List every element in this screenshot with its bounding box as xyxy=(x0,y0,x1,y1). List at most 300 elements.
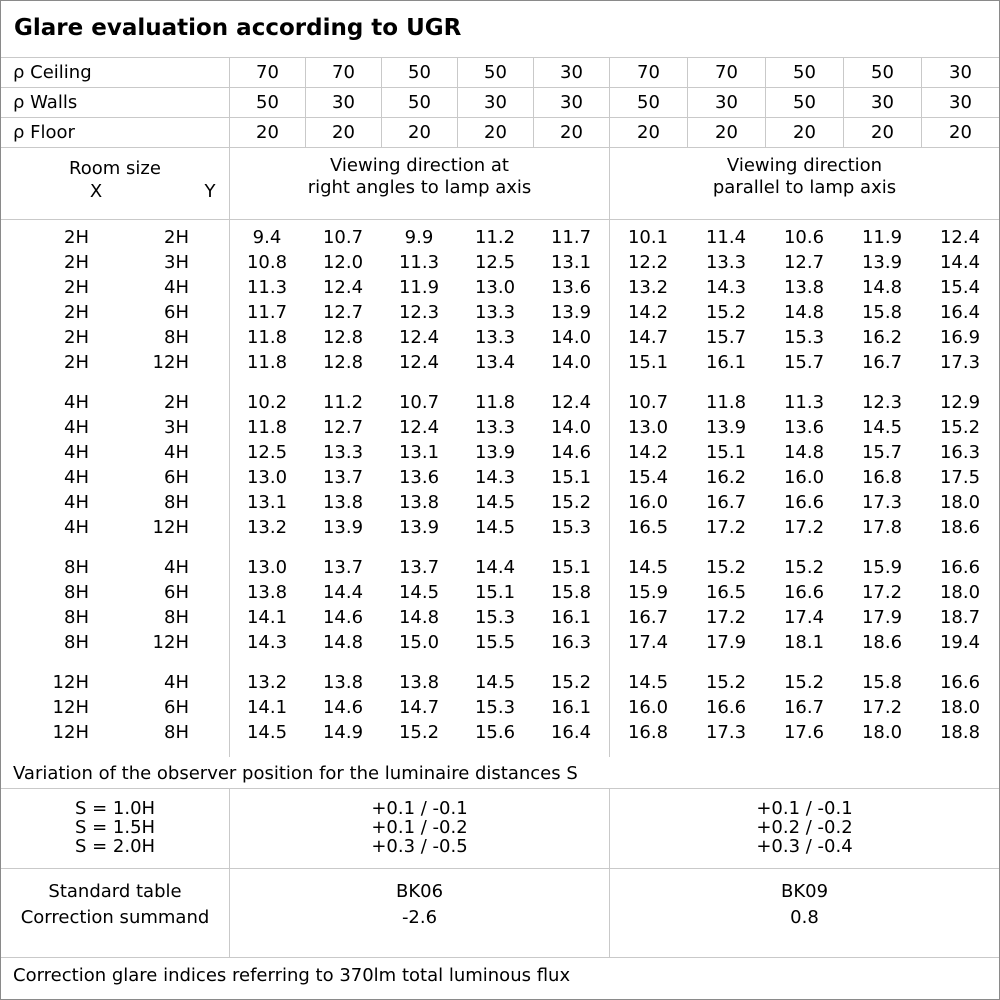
reflectance-row xyxy=(1,58,999,88)
ugr-value-right-angles: 13.9 xyxy=(398,517,440,538)
footer-note: Correction glare indices referring to 370lm total luminous flux xyxy=(13,965,571,986)
ugr-value-parallel: 15.9 xyxy=(861,557,903,578)
ugr-value-parallel: 15.4 xyxy=(627,467,669,488)
ugr-value-right-angles: 11.9 xyxy=(398,277,440,298)
ugr-value-right-angles: 11.8 xyxy=(474,392,516,413)
ugr-value-right-angles: 12.5 xyxy=(474,252,516,273)
xy-labels xyxy=(1,181,229,202)
ugr-value-right-angles: 11.7 xyxy=(246,302,288,323)
table-row xyxy=(1,515,999,540)
reflectance-value: 30 xyxy=(687,88,765,117)
ugr-value-parallel: 19.4 xyxy=(939,632,981,653)
ugr-value-parallel: 16.6 xyxy=(783,492,825,513)
ugr-value-parallel: 17.6 xyxy=(783,722,825,743)
ugr-value-parallel: 17.3 xyxy=(939,352,981,373)
ugr-value-right-angles: 14.4 xyxy=(474,557,516,578)
ugr-value-parallel: 17.2 xyxy=(783,517,825,538)
ugr-value-right-angles: 13.3 xyxy=(474,417,516,438)
ugr-value-parallel: 16.1 xyxy=(705,352,747,373)
ugr-value-parallel: 16.5 xyxy=(627,517,669,538)
reflectance-value: 20 xyxy=(687,118,765,147)
ugr-value-right-angles: 15.1 xyxy=(550,557,592,578)
s-label: S = 2.0H xyxy=(74,836,156,857)
ugr-value-parallel: 15.1 xyxy=(705,442,747,463)
ugr-value-right-angles: 14.6 xyxy=(550,442,592,463)
x-column-label: X xyxy=(89,181,103,202)
ugr-value-parallel: 18.1 xyxy=(783,632,825,653)
ugr-value-parallel: 14.7 xyxy=(627,327,669,348)
ugr-value-parallel: 18.0 xyxy=(939,697,981,718)
reflectance-value: 20 xyxy=(305,118,381,147)
ugr-value-right-angles: 11.7 xyxy=(550,227,592,248)
ugr-value-right-angles: 11.2 xyxy=(322,392,364,413)
room-y-cell: 8H xyxy=(164,722,189,743)
ugr-value-right-angles: 13.9 xyxy=(550,302,592,323)
ugr-value-right-angles: 13.4 xyxy=(474,352,516,373)
parallel-header-line2: parallel to lamp axis xyxy=(712,177,897,198)
reflectance-rows xyxy=(1,58,999,148)
table-row xyxy=(1,695,999,720)
room-x-cell: 2H xyxy=(64,352,89,373)
reflectance-value: 50 xyxy=(381,58,457,87)
ugr-value-parallel: 15.2 xyxy=(939,417,981,438)
reflectance-label: ρ Floor xyxy=(13,122,75,143)
ugr-value-parallel: 18.0 xyxy=(939,492,981,513)
ugr-value-right-angles: 16.4 xyxy=(550,722,592,743)
room-size-group xyxy=(1,670,999,745)
room-x-cell: 12H xyxy=(52,722,89,743)
reflectance-value: 30 xyxy=(533,88,609,117)
room-x-cell: 2H xyxy=(64,252,89,273)
ugr-value-parallel: 11.4 xyxy=(705,227,747,248)
standard-table-section xyxy=(1,869,999,958)
ugr-value-right-angles: 16.1 xyxy=(550,697,592,718)
room-x-cell: 4H xyxy=(64,417,89,438)
reflectance-value: 30 xyxy=(921,58,999,87)
reflectance-label: ρ Walls xyxy=(13,92,78,113)
ugr-value-parallel: 13.0 xyxy=(627,417,669,438)
reflectance-value: 50 xyxy=(609,88,687,117)
ugr-value-parallel: 11.9 xyxy=(861,227,903,248)
ugr-value-parallel: 10.7 xyxy=(627,392,669,413)
room-x-cell: 8H xyxy=(64,607,89,628)
room-y-cell: 2H xyxy=(164,392,189,413)
ugr-value-parallel: 17.2 xyxy=(861,582,903,603)
room-y-cell: 8H xyxy=(164,607,189,628)
ugr-value-right-angles: 14.3 xyxy=(246,632,288,653)
ugr-value-parallel: 15.9 xyxy=(627,582,669,603)
reflectance-value: 50 xyxy=(765,88,843,117)
ugr-value-right-angles: 14.5 xyxy=(474,492,516,513)
ugr-value-right-angles: 12.4 xyxy=(322,277,364,298)
ugr-value-parallel: 14.5 xyxy=(627,672,669,693)
table-row xyxy=(1,555,999,580)
ugr-value-parallel: 15.2 xyxy=(705,672,747,693)
ugr-value-parallel: 17.3 xyxy=(705,722,747,743)
ugr-value-right-angles: 16.1 xyxy=(550,607,592,628)
ugr-value-right-angles: 13.0 xyxy=(474,277,516,298)
reflectance-label: ρ Ceiling xyxy=(13,62,92,83)
ugr-value-right-angles: 14.5 xyxy=(474,672,516,693)
room-y-cell: 12H xyxy=(152,517,189,538)
ugr-value-parallel: 15.2 xyxy=(705,557,747,578)
ugr-value-parallel: 16.6 xyxy=(939,557,981,578)
ugr-value-parallel: 14.2 xyxy=(627,442,669,463)
ugr-value-right-angles: 13.9 xyxy=(474,442,516,463)
ugr-value-parallel: 12.9 xyxy=(939,392,981,413)
ugr-value-parallel: 16.7 xyxy=(783,697,825,718)
room-x-cell: 2H xyxy=(64,227,89,248)
ugr-value-parallel: 16.6 xyxy=(939,672,981,693)
room-size-group xyxy=(1,225,999,375)
ugr-value-right-angles: 14.4 xyxy=(322,582,364,603)
ugr-value-parallel: 16.2 xyxy=(861,327,903,348)
standard-table-label: Standard table xyxy=(48,881,182,902)
correction-summand-label: Correction summand xyxy=(20,907,210,928)
correction-summand-value: -2.6 xyxy=(401,907,438,928)
ugr-value-right-angles: 13.8 xyxy=(398,492,440,513)
ugr-value-parallel: 12.3 xyxy=(861,392,903,413)
s-values-right-angles xyxy=(229,789,609,868)
table-row xyxy=(1,250,999,275)
reflectance-value: 20 xyxy=(843,118,921,147)
ugr-value-parallel: 15.8 xyxy=(861,302,903,323)
table-row xyxy=(1,325,999,350)
ugr-value-parallel: 13.6 xyxy=(783,417,825,438)
room-x-cell: 12H xyxy=(52,697,89,718)
ugr-value-right-angles: 14.1 xyxy=(246,697,288,718)
ugr-value-parallel: 18.0 xyxy=(939,582,981,603)
ugr-value-parallel: 17.4 xyxy=(627,632,669,653)
room-x-cell: 8H xyxy=(64,632,89,653)
ugr-value-parallel: 15.2 xyxy=(783,557,825,578)
ugr-value-parallel: 12.2 xyxy=(627,252,669,273)
standard-table-labels xyxy=(1,869,229,957)
ugr-value-parallel: 17.8 xyxy=(861,517,903,538)
ugr-value-right-angles: 14.6 xyxy=(322,697,364,718)
ugr-value-parallel: 14.2 xyxy=(627,302,669,323)
ugr-value-right-angles: 15.1 xyxy=(550,467,592,488)
ugr-value-right-angles: 14.5 xyxy=(246,722,288,743)
ugr-value-parallel: 17.5 xyxy=(939,467,981,488)
ugr-value-right-angles: 12.4 xyxy=(398,417,440,438)
room-y-cell: 6H xyxy=(164,467,189,488)
table-row xyxy=(1,440,999,465)
ugr-value-right-angles: 14.6 xyxy=(322,607,364,628)
ugr-value-right-angles: 14.8 xyxy=(398,607,440,628)
ugr-value-right-angles: 13.1 xyxy=(246,492,288,513)
ugr-value-parallel: 18.6 xyxy=(861,632,903,653)
parallel-header-line1: Viewing direction xyxy=(726,155,883,176)
ugr-value-parallel: 16.8 xyxy=(861,467,903,488)
room-y-cell: 3H xyxy=(164,252,189,273)
ugr-value-right-angles: 11.2 xyxy=(474,227,516,248)
ugr-value-parallel: 11.8 xyxy=(705,392,747,413)
room-y-cell: 6H xyxy=(164,697,189,718)
ugr-value-right-angles: 13.3 xyxy=(474,302,516,323)
ugr-value-right-angles: 13.7 xyxy=(398,557,440,578)
ugr-value-right-angles: 13.2 xyxy=(246,672,288,693)
reflectance-value: 70 xyxy=(305,58,381,87)
ugr-value-parallel: 17.4 xyxy=(783,607,825,628)
ugr-value-right-angles: 12.8 xyxy=(322,352,364,373)
ugr-value-right-angles: 16.3 xyxy=(550,632,592,653)
ugr-value-right-angles: 13.8 xyxy=(322,492,364,513)
ugr-value-parallel: 14.8 xyxy=(783,442,825,463)
right-angles-header-line2: right angles to lamp axis xyxy=(307,177,532,198)
standard-values-right-angles xyxy=(229,869,609,957)
s-value: +0.1 / -0.1 xyxy=(756,798,853,819)
ugr-value-parallel: 18.7 xyxy=(939,607,981,628)
table-row xyxy=(1,275,999,300)
standard-table-value: BK09 xyxy=(780,881,829,902)
ugr-value-parallel: 16.7 xyxy=(627,607,669,628)
ugr-value-right-angles: 15.5 xyxy=(474,632,516,653)
variation-note: Variation of the observer position for the luminaire distances S xyxy=(1,757,999,789)
s-label: S = 1.5H xyxy=(74,817,156,838)
ugr-value-right-angles: 9.4 xyxy=(252,227,282,248)
ugr-value-parallel: 13.9 xyxy=(705,417,747,438)
ugr-value-parallel: 15.7 xyxy=(861,442,903,463)
ugr-value-parallel: 17.2 xyxy=(705,607,747,628)
reflectance-value: 50 xyxy=(843,58,921,87)
room-size-group xyxy=(1,390,999,540)
ugr-value-right-angles: 10.7 xyxy=(322,227,364,248)
room-x-cell: 2H xyxy=(64,302,89,323)
ugr-value-parallel: 16.4 xyxy=(939,302,981,323)
reflectance-value: 20 xyxy=(765,118,843,147)
table-row xyxy=(1,350,999,375)
ugr-value-right-angles: 12.4 xyxy=(398,327,440,348)
s-distance-labels xyxy=(1,789,229,868)
s-value: +0.3 / -0.5 xyxy=(371,836,468,857)
ugr-value-right-angles: 13.0 xyxy=(246,557,288,578)
ugr-value-right-angles: 13.3 xyxy=(322,442,364,463)
correction-summand-value: 0.8 xyxy=(790,907,819,928)
ugr-value-right-angles: 12.8 xyxy=(322,327,364,348)
ugr-value-parallel: 17.9 xyxy=(861,607,903,628)
reflectance-value: 70 xyxy=(609,58,687,87)
table-row xyxy=(1,720,999,745)
standard-values-parallel xyxy=(609,869,999,957)
reflectance-row xyxy=(1,88,999,118)
ugr-value-parallel: 11.3 xyxy=(783,392,825,413)
reflectance-value: 20 xyxy=(229,118,305,147)
reflectance-row xyxy=(1,118,999,148)
reflectance-value: 20 xyxy=(533,118,609,147)
ugr-value-parallel: 16.9 xyxy=(939,327,981,348)
ugr-value-right-angles: 14.9 xyxy=(322,722,364,743)
ugr-value-right-angles: 11.3 xyxy=(398,252,440,273)
y-column-label: Y xyxy=(204,181,216,202)
ugr-value-right-angles: 14.3 xyxy=(474,467,516,488)
room-y-cell: 4H xyxy=(164,442,189,463)
ugr-value-parallel: 14.5 xyxy=(627,557,669,578)
ugr-value-right-angles: 11.8 xyxy=(246,327,288,348)
ugr-value-parallel: 14.8 xyxy=(861,277,903,298)
room-y-cell: 4H xyxy=(164,672,189,693)
ugr-value-right-angles: 15.2 xyxy=(398,722,440,743)
room-y-cell: 12H xyxy=(152,352,189,373)
right-angles-group-header xyxy=(229,148,609,219)
reflectance-value: 30 xyxy=(305,88,381,117)
room-x-cell: 4H xyxy=(64,467,89,488)
ugr-value-parallel: 15.2 xyxy=(705,302,747,323)
right-angles-header-line1: Viewing direction at xyxy=(330,155,509,176)
ugr-value-parallel: 18.8 xyxy=(939,722,981,743)
ugr-value-right-angles: 14.5 xyxy=(398,582,440,603)
ugr-value-parallel: 15.7 xyxy=(705,327,747,348)
ugr-value-parallel: 15.4 xyxy=(939,277,981,298)
ugr-value-parallel: 16.2 xyxy=(705,467,747,488)
ugr-value-right-angles: 15.1 xyxy=(474,582,516,603)
ugr-value-parallel: 16.0 xyxy=(783,467,825,488)
ugr-value-parallel: 12.4 xyxy=(939,227,981,248)
ugr-value-right-angles: 12.7 xyxy=(322,417,364,438)
ugr-value-parallel: 13.2 xyxy=(627,277,669,298)
s-value: +0.1 / -0.2 xyxy=(371,817,468,838)
table-row xyxy=(1,490,999,515)
ugr-value-right-angles: 12.4 xyxy=(398,352,440,373)
ugr-value-right-angles: 10.8 xyxy=(246,252,288,273)
page-title: Glare evaluation according to UGR xyxy=(1,1,999,58)
parallel-group-header xyxy=(609,148,999,219)
ugr-value-parallel: 10.1 xyxy=(627,227,669,248)
reflectance-value: 20 xyxy=(457,118,533,147)
s-value: +0.2 / -0.2 xyxy=(756,817,853,838)
ugr-value-parallel: 14.8 xyxy=(783,302,825,323)
ugr-value-right-angles: 13.9 xyxy=(322,517,364,538)
ugr-value-parallel: 15.7 xyxy=(783,352,825,373)
reflectance-value: 50 xyxy=(765,58,843,87)
room-size-header xyxy=(1,148,229,219)
room-x-cell: 4H xyxy=(64,492,89,513)
ugr-value-right-angles: 14.8 xyxy=(322,632,364,653)
ugr-value-right-angles: 13.3 xyxy=(474,327,516,348)
ugr-value-right-angles: 10.7 xyxy=(398,392,440,413)
ugr-value-right-angles: 13.6 xyxy=(550,277,592,298)
room-y-cell: 12H xyxy=(152,632,189,653)
ugr-value-parallel: 13.8 xyxy=(783,277,825,298)
ugr-data-body xyxy=(1,220,999,757)
room-x-cell: 2H xyxy=(64,327,89,348)
ugr-value-right-angles: 14.7 xyxy=(398,697,440,718)
ugr-value-parallel: 16.3 xyxy=(939,442,981,463)
ugr-value-parallel: 13.9 xyxy=(861,252,903,273)
ugr-value-right-angles: 10.2 xyxy=(246,392,288,413)
ugr-value-right-angles: 15.8 xyxy=(550,582,592,603)
reflectance-value: 30 xyxy=(921,88,999,117)
ugr-value-right-angles: 11.8 xyxy=(246,417,288,438)
s-value: +0.1 / -0.1 xyxy=(371,798,468,819)
ugr-value-parallel: 17.2 xyxy=(861,697,903,718)
ugr-value-parallel: 15.2 xyxy=(783,672,825,693)
ugr-value-right-angles: 15.3 xyxy=(550,517,592,538)
ugr-value-parallel: 16.5 xyxy=(705,582,747,603)
ugr-value-parallel: 15.1 xyxy=(627,352,669,373)
room-x-cell: 2H xyxy=(64,277,89,298)
ugr-value-right-angles: 13.7 xyxy=(322,557,364,578)
room-y-cell: 8H xyxy=(164,492,189,513)
room-x-cell: 8H xyxy=(64,557,89,578)
ugr-value-right-angles: 13.8 xyxy=(322,672,364,693)
ugr-value-parallel: 16.6 xyxy=(705,697,747,718)
ugr-value-right-angles: 13.0 xyxy=(246,467,288,488)
table-row xyxy=(1,390,999,415)
ugr-value-right-angles: 13.1 xyxy=(398,442,440,463)
ugr-value-parallel: 18.6 xyxy=(939,517,981,538)
s-label: S = 1.0H xyxy=(74,798,156,819)
ugr-value-parallel: 17.9 xyxy=(705,632,747,653)
reflectance-value: 20 xyxy=(609,118,687,147)
ugr-value-right-angles: 12.5 xyxy=(246,442,288,463)
ugr-value-right-angles: 14.1 xyxy=(246,607,288,628)
ugr-value-parallel: 15.8 xyxy=(861,672,903,693)
table-row xyxy=(1,605,999,630)
ugr-value-parallel: 16.7 xyxy=(861,352,903,373)
ugr-value-parallel: 15.3 xyxy=(783,327,825,348)
ugr-value-parallel: 10.6 xyxy=(783,227,825,248)
ugr-value-parallel: 16.8 xyxy=(627,722,669,743)
room-x-cell: 12H xyxy=(52,672,89,693)
ugr-value-parallel: 14.5 xyxy=(861,417,903,438)
ugr-value-right-angles: 14.5 xyxy=(474,517,516,538)
table-header xyxy=(1,148,999,220)
table-row xyxy=(1,580,999,605)
room-y-cell: 4H xyxy=(164,557,189,578)
ugr-value-right-angles: 15.3 xyxy=(474,607,516,628)
ugr-value-right-angles: 11.3 xyxy=(246,277,288,298)
ugr-value-right-angles: 15.2 xyxy=(550,672,592,693)
ugr-value-parallel: 16.7 xyxy=(705,492,747,513)
room-y-cell: 8H xyxy=(164,327,189,348)
table-row xyxy=(1,415,999,440)
standard-table-value: BK06 xyxy=(395,881,444,902)
reflectance-value: 70 xyxy=(229,58,305,87)
ugr-value-right-angles: 11.8 xyxy=(246,352,288,373)
reflectance-value: 50 xyxy=(229,88,305,117)
room-y-cell: 2H xyxy=(164,227,189,248)
ugr-value-right-angles: 14.0 xyxy=(550,417,592,438)
ugr-value-parallel: 14.3 xyxy=(705,277,747,298)
ugr-value-right-angles: 15.3 xyxy=(474,697,516,718)
ugr-value-parallel: 16.6 xyxy=(783,582,825,603)
ugr-value-right-angles: 15.2 xyxy=(550,492,592,513)
room-y-cell: 6H xyxy=(164,582,189,603)
ugr-value-right-angles: 13.8 xyxy=(398,672,440,693)
observer-variation-section xyxy=(1,789,999,869)
ugr-value-right-angles: 13.8 xyxy=(246,582,288,603)
ugr-value-right-angles: 13.2 xyxy=(246,517,288,538)
ugr-value-parallel: 16.0 xyxy=(627,697,669,718)
room-x-cell: 8H xyxy=(64,582,89,603)
s-values-parallel xyxy=(609,789,999,868)
ugr-value-right-angles: 12.4 xyxy=(550,392,592,413)
reflectance-value: 30 xyxy=(533,58,609,87)
ugr-value-right-angles: 12.3 xyxy=(398,302,440,323)
reflectance-value: 50 xyxy=(457,58,533,87)
ugr-value-parallel: 13.3 xyxy=(705,252,747,273)
table-row xyxy=(1,630,999,655)
room-x-cell: 4H xyxy=(64,392,89,413)
ugr-value-right-angles: 12.7 xyxy=(322,302,364,323)
ugr-value-right-angles: 13.7 xyxy=(322,467,364,488)
room-x-cell: 4H xyxy=(64,517,89,538)
s-value: +0.3 / -0.4 xyxy=(756,836,853,857)
reflectance-value: 20 xyxy=(921,118,999,147)
reflectance-value: 30 xyxy=(457,88,533,117)
ugr-value-right-angles: 9.9 xyxy=(404,227,434,248)
